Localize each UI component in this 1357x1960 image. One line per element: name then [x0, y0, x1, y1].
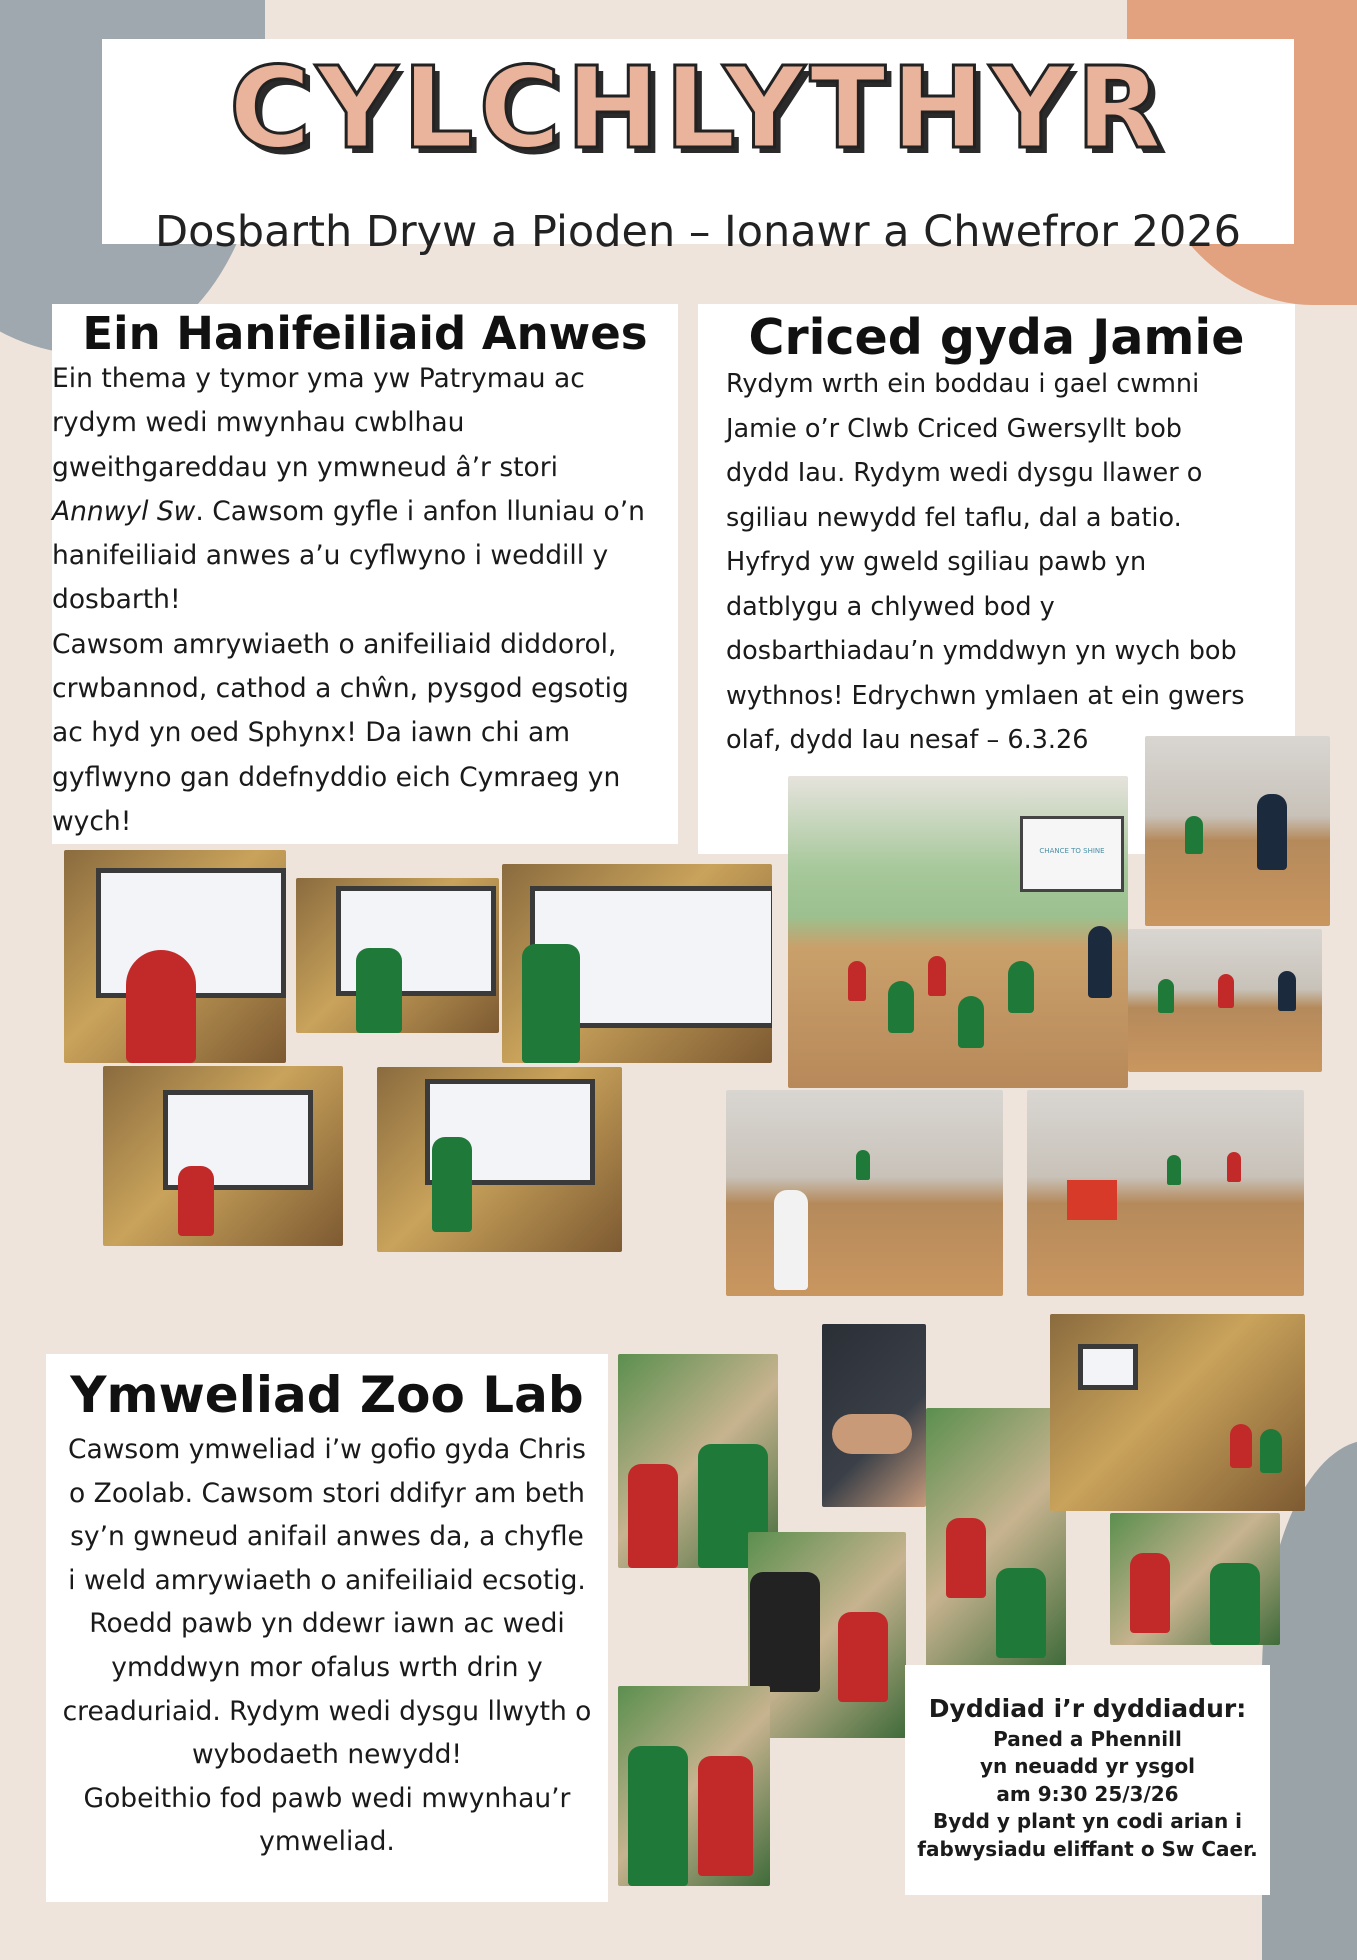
zoo-heading: Ymweliad Zoo Lab: [70, 1366, 584, 1424]
pet-photo-5: [377, 1067, 622, 1252]
newsletter-title: CYLCHLYTHYR: [228, 44, 1168, 174]
pet-photo-3: [502, 864, 772, 1063]
newsletter-subtitle: Dosbarth Dryw a Pioden – Ionawr a Chwefror 2026: [154, 207, 1242, 257]
cricket-line: Hyfryd yw gweld sgiliau pawb yn: [726, 547, 1147, 577]
zoo-line: Roedd pawb yn ddewr iawn ac wedi: [89, 1608, 565, 1640]
zoo-photo-4: [1050, 1314, 1305, 1511]
zoo-line: sy’n gwneud anifail anwes da, a chyfle: [70, 1521, 584, 1553]
pets-heading: Ein Hanifeiliaid Anwes: [82, 307, 648, 360]
pets-line: ac hyd yn oed Sphynx! Da iawn chi am: [52, 717, 571, 749]
cricket-line: datblygu a chlywed bod y: [726, 591, 1055, 622]
dates-line: am 9:30 25/3/26: [996, 1781, 1179, 1806]
dates-box: [905, 1665, 1270, 1895]
zoo-line: Cawsom ymweliad i’w gofio gyda Chris: [68, 1434, 586, 1465]
zoo-photo-6: [1110, 1513, 1280, 1645]
dates-title: Dyddiad i’r dyddiadur:: [928, 1694, 1247, 1723]
newsletter-header: [102, 39, 1294, 257]
zoo-line: creaduriaid. Rydym wedi dysgu llwyth o: [62, 1695, 592, 1727]
zoo-line: Gobeithio fod pawb wedi mwynhau’r: [83, 1782, 571, 1814]
cricket-line: Rydym wrth ein boddau i gael cwmni: [726, 369, 1200, 399]
pets-line: gweithgareddau yn ymwneud â’r stori: [52, 451, 558, 483]
cricket-line: dydd Iau. Rydym wedi dysgu llawer o: [726, 458, 1203, 488]
pets-line: Cawsom amrywiaeth o anifeiliaid diddorol,: [52, 628, 617, 660]
cricket-photo-3: [1128, 929, 1322, 1072]
zoo-line: wybodaeth newydd!: [191, 1739, 463, 1771]
zoo-line: ymweliad.: [259, 1826, 395, 1858]
pet-photo-2: [296, 878, 499, 1033]
dates-line: Bydd y plant yn codi arian i: [932, 1809, 1243, 1833]
zoo-line: ymddwyn mor ofalus wrth drin y: [111, 1651, 543, 1683]
pets-line: hanifeiliaid anwes a’u cyflwyno i weddill y: [52, 540, 609, 572]
zoo-photo-2: [822, 1324, 926, 1507]
dates-line: yn neuadd yr ysgol: [979, 1754, 1196, 1778]
pets-line: wych!: [52, 805, 132, 837]
cricket-line: dosbarthiadau’n ymddwyn yn wych bob: [726, 636, 1237, 666]
cricket-line: sgiliau newydd fel taflu, dal a batio.: [726, 502, 1182, 533]
pets-line: Annwyl Sw. Cawsom gyfle i anfon lluniau o’n: [52, 495, 645, 527]
pets-line: dosbarth!: [52, 584, 181, 616]
pets-text: [52, 357, 645, 844]
zoo-photo-7: [618, 1686, 770, 1886]
pets-line: crwbannod, cathod a chŵn, pysgod egsotig: [52, 673, 629, 705]
cricket-photo-2: [1145, 736, 1330, 926]
cricket-text: [726, 362, 1245, 763]
cricket-photo-4: [726, 1090, 1003, 1296]
zoo-text: [46, 1428, 608, 1864]
pets-line: Ein thema y tymor yma yw Patrymau ac: [52, 363, 585, 394]
cricket-photo-5: [1027, 1090, 1304, 1296]
projector-text: CHANCE TO SHINE: [1039, 847, 1105, 855]
cricket-heading: Criced gyda Jamie: [748, 309, 1245, 366]
pet-photo-1: [64, 850, 286, 1063]
cricket-photo-main: [788, 776, 1128, 1088]
cricket-line: Jamie o’r Clwb Criced Gwersyllt bob: [726, 413, 1182, 444]
pet-photo-4: [103, 1066, 343, 1246]
cricket-line: wythnos! Edrychwn ymlaen at ein gwers: [726, 680, 1245, 711]
zoo-photo-3: [926, 1408, 1066, 1666]
zoo-line: o Zoolab. Cawsom stori ddifyr am beth: [69, 1477, 585, 1509]
cricket-line: olaf, dydd Iau nesaf – 6.3.26: [726, 725, 1089, 755]
dates-line: Paned a Phennill: [993, 1726, 1182, 1751]
zoo-line: i weld amrywiaeth o anifeiliaid ecsotig.: [68, 1564, 586, 1596]
pets-line: rydym wedi mwynhau cwblhau: [52, 407, 465, 439]
zoo-photo-5: [748, 1532, 906, 1738]
dates-line: fabwysiadu eliffant o Sw Caer.: [917, 1836, 1258, 1861]
pets-line: gyflwyno gan ddefnyddio eich Cymraeg yn: [52, 761, 621, 793]
